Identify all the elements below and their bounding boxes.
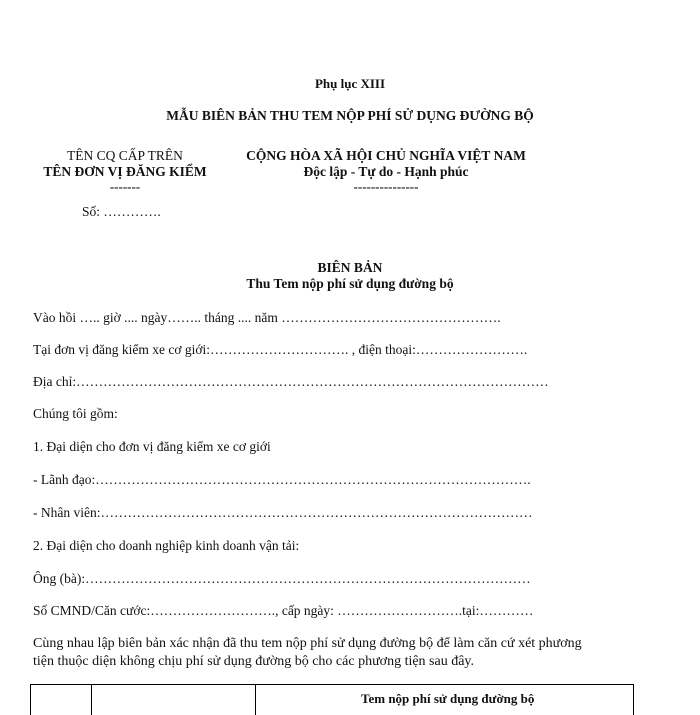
table-column-divider [255, 685, 256, 715]
national-title: CỘNG HÒA XÃ HỘI CHỦ NGHĨA VIỆT NAM [246, 148, 526, 163]
address-line: Địa chỉ:…………………………………………………………………………………………… [33, 374, 549, 389]
id-card-line: Số CMND/Căn cước:………………………., cấp ngày: ……………………….tại:………… [33, 603, 534, 618]
left-header-line1: TÊN CQ CẤP TRÊN [67, 148, 183, 163]
paragraph-line-2: tiện thuộc diện không chịu phí sử dụng đường bộ cho các phương tiện sau đây. [33, 654, 475, 669]
document-number: Số: …………. [82, 204, 161, 219]
representative-2-heading: 2. Đại diện cho doanh nghiệp kinh doanh vận tải: [33, 538, 300, 553]
representative-1-heading: 1. Đại diện cho đơn vị đăng kiểm xe cơ giới [33, 439, 271, 454]
leader-line: - Lãnh đạo:……………………………………………………………………………………. [33, 472, 531, 487]
form-title: MẪU BIÊN BẢN THU TEM NỘP PHÍ SỬ DỤNG ĐƯỜNG BỘ [166, 108, 534, 123]
document-title: BIÊN BẢN [317, 260, 383, 275]
we-are-line: Chúng tôi gồm: [33, 406, 118, 421]
left-header-divider: ------- [109, 179, 141, 194]
staff-line: - Nhân viên:…………………………………………………………………………………… [33, 505, 533, 520]
unit-line: Tại đơn vị đăng kiểm xe cơ giới:…………………………. , điện thoại:……………………. [33, 342, 528, 357]
paragraph-line-1: Cùng nhau lập biên bản xác nhận đã thu tem nộp phí sử dụng đường bộ để làm căn cứ xét phương [33, 636, 582, 651]
time-line: Vào hồi ….. giờ .... ngày…….. tháng .... năm …………………………………………. [33, 310, 501, 325]
appendix-label: Phụ lục XIII [314, 76, 386, 91]
national-motto: Độc lập - Tự do - Hạnh phúc [303, 164, 469, 179]
table-header-sticker: Tem nộp phí sử dụng đường bộ [361, 691, 535, 706]
left-header-line2: TÊN ĐƠN VỊ ĐĂNG KIỂM [43, 164, 207, 179]
document-subtitle: Thu Tem nộp phí sử dụng đường bộ [246, 276, 454, 291]
right-header-divider: --------------- [353, 179, 419, 194]
table-column-divider [91, 685, 92, 715]
mr-mrs-line: Ông (bà):……………………………………………………………………………………… [33, 571, 531, 586]
